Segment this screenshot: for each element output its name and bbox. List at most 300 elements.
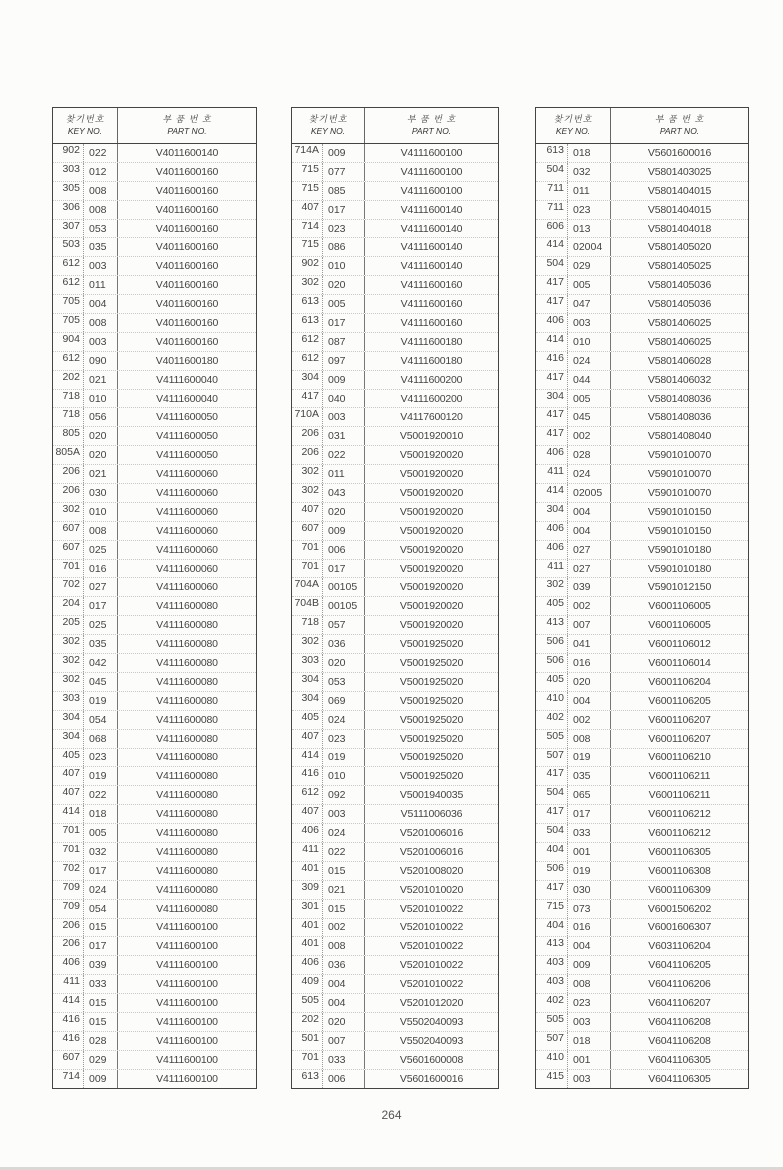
key-group: 704A	[294, 578, 319, 591]
table-row	[536, 522, 748, 541]
key-no-cell	[53, 276, 117, 294]
table-row	[53, 446, 256, 465]
key-group: 711	[547, 200, 564, 213]
part-no-cell: V6001106005	[610, 616, 748, 634]
key-group: 411	[63, 975, 80, 988]
key-group: 403	[546, 975, 564, 988]
key-no-cell	[292, 144, 364, 162]
key-item: 009	[322, 522, 364, 540]
table-row	[536, 484, 748, 503]
key-group: 715	[546, 899, 564, 912]
table-row	[53, 503, 256, 522]
table-row	[292, 843, 498, 862]
key-group: 416	[546, 351, 564, 364]
table-row	[292, 616, 498, 635]
part-no-cell: V5901010070	[610, 484, 748, 502]
part-no-cell: V5901010150	[610, 522, 748, 540]
key-no-cell	[536, 446, 610, 464]
key-group: 202	[301, 1012, 319, 1025]
part-no-cell: V5901010180	[610, 541, 748, 559]
key-group: 701	[62, 842, 80, 855]
table-row	[53, 276, 256, 295]
key-no-cell	[292, 238, 364, 256]
key-no-cell	[536, 427, 610, 445]
table-row	[292, 220, 498, 239]
key-no-cell	[292, 371, 364, 389]
key-group: 302	[62, 654, 80, 667]
key-item: 003	[567, 1013, 610, 1031]
table-row	[53, 408, 256, 427]
table-row	[536, 597, 748, 616]
table-row	[53, 937, 256, 956]
key-group: 302	[62, 635, 80, 648]
key-group: 206	[62, 465, 80, 478]
part-no-cell: V6001106212	[610, 824, 748, 842]
key-no-cell	[292, 484, 364, 502]
key-no-cell	[536, 408, 610, 426]
key-no-cell	[292, 975, 364, 993]
key-no-cell	[292, 749, 364, 767]
key-item: 018	[83, 805, 117, 823]
part-no-cell: V5001925020	[364, 692, 498, 710]
table-row	[292, 749, 498, 768]
key-item: 008	[83, 314, 117, 332]
key-no-cell	[536, 201, 610, 219]
key-no-cell	[292, 843, 364, 861]
key-group: 416	[62, 1012, 80, 1025]
key-item: 015	[322, 862, 364, 880]
key-no-cell	[53, 1032, 117, 1050]
table-row	[536, 144, 748, 163]
part-no-cell: V5001925020	[364, 749, 498, 767]
key-group: 718	[62, 408, 80, 421]
key-no-cell	[536, 956, 610, 974]
key-group: 414	[62, 994, 80, 1007]
key-group: 403	[546, 956, 564, 969]
key-group: 607	[301, 521, 319, 534]
table-row	[53, 956, 256, 975]
key-group: 407	[62, 767, 80, 780]
table-row	[292, 144, 498, 163]
key-group: 417	[546, 880, 564, 893]
key-item: 035	[567, 767, 610, 785]
key-no-cell	[292, 994, 364, 1012]
key-group: 304	[546, 389, 564, 402]
key-group: 705	[62, 314, 80, 327]
key-item: 005	[83, 824, 117, 842]
part-no-cell: V5901010070	[610, 446, 748, 464]
key-item: 008	[83, 201, 117, 219]
part-no-header-english: PART NO.	[659, 126, 700, 136]
table-row	[292, 541, 498, 560]
part-no-cell: V4111600060	[117, 560, 256, 578]
key-item: 010	[83, 390, 117, 408]
key-no-cell	[292, 767, 364, 785]
key-no-cell	[536, 1051, 610, 1069]
table-row	[292, 1070, 498, 1088]
key-no-cell	[536, 881, 610, 899]
table-row	[536, 276, 748, 295]
table-row	[292, 276, 498, 295]
part-no-cell: V5001920020	[364, 560, 498, 578]
part-no-cell: V5001925020	[364, 730, 498, 748]
key-no-cell	[53, 220, 117, 238]
key-no-cell	[292, 276, 364, 294]
key-item: 017	[322, 314, 364, 332]
part-no-cell: V6001106305	[610, 843, 748, 861]
table-row	[53, 597, 256, 616]
key-no-cell	[292, 862, 364, 880]
part-no-cell: V4111600140	[364, 201, 498, 219]
key-item: 019	[83, 692, 117, 710]
key-item: 018	[567, 1032, 610, 1050]
key-item: 019	[322, 749, 364, 767]
key-no-cell	[536, 541, 610, 559]
key-group: 417	[546, 295, 564, 308]
key-group: 410	[546, 1050, 564, 1063]
key-no-cell	[536, 257, 610, 275]
part-no-cell: V4111600080	[117, 730, 256, 748]
key-item: 011	[83, 276, 117, 294]
part-no-cell: V4111600050	[117, 446, 256, 464]
key-group: 413	[546, 616, 564, 629]
key-no-cell	[536, 371, 610, 389]
part-no-cell: V5801405036	[610, 295, 748, 313]
key-no-cell	[292, 711, 364, 729]
key-no-cell	[292, 465, 364, 483]
key-group: 401	[301, 918, 319, 931]
key-item: 045	[567, 408, 610, 426]
key-no-cell	[536, 805, 610, 823]
part-no-cell: V4111600050	[117, 408, 256, 426]
key-group: 410	[546, 691, 564, 704]
key-item: 016	[83, 560, 117, 578]
key-group: 718	[301, 616, 319, 629]
key-no-cell	[53, 1051, 117, 1069]
table-row	[536, 408, 748, 427]
key-no-cell	[292, 1013, 364, 1031]
part-no-cell: V4111600140	[364, 238, 498, 256]
key-group: 612	[62, 257, 80, 270]
key-item: 029	[567, 257, 610, 275]
key-no-cell	[292, 692, 364, 710]
table-row	[53, 900, 256, 919]
key-no-cell	[536, 182, 610, 200]
key-no-cell	[292, 937, 364, 955]
part-no-cell: V4111600080	[117, 692, 256, 710]
key-no-header-english: KEY NO.	[555, 126, 591, 136]
part-no-cell: V6001106005	[610, 597, 748, 615]
key-item: 039	[83, 956, 117, 974]
key-group: 613	[301, 1069, 319, 1082]
key-group: 303	[301, 654, 319, 667]
part-no-cell: V5801408040	[610, 427, 748, 445]
key-item: 006	[322, 1070, 364, 1088]
table-row	[536, 541, 748, 560]
table-row	[292, 994, 498, 1013]
part-no-cell: V4111600080	[117, 711, 256, 729]
key-group: 711	[547, 181, 564, 194]
key-item: 047	[567, 295, 610, 313]
key-group: 302	[62, 502, 80, 515]
key-group: 405	[62, 748, 80, 761]
part-no-cell: V5801403025	[610, 163, 748, 181]
key-group: 411	[547, 559, 564, 572]
key-group: 705	[62, 295, 80, 308]
part-no-cell: V4011600160	[117, 182, 256, 200]
table-row	[536, 182, 748, 201]
table-row	[292, 371, 498, 390]
key-item: 020	[322, 654, 364, 672]
part-no-cell: V4111600100	[117, 956, 256, 974]
key-group: 406	[546, 314, 564, 327]
table-row	[536, 465, 748, 484]
table-row	[53, 730, 256, 749]
page-number: 264	[381, 1108, 402, 1122]
key-no-cell	[53, 616, 117, 634]
key-item: 069	[322, 692, 364, 710]
table-row	[536, 616, 748, 635]
key-item: 087	[322, 333, 364, 351]
key-group: 407	[62, 786, 80, 799]
key-item: 020	[322, 1013, 364, 1031]
table-row	[53, 201, 256, 220]
key-no-cell	[292, 616, 364, 634]
table-row	[53, 786, 256, 805]
key-no-cell	[292, 390, 364, 408]
key-group: 202	[62, 370, 80, 383]
key-item: 016	[567, 654, 610, 672]
key-group: 304	[301, 370, 319, 383]
key-no-cell	[536, 597, 610, 615]
key-group: 405	[546, 597, 564, 610]
key-group: 505	[546, 729, 564, 742]
table-row	[53, 220, 256, 239]
table-row	[292, 881, 498, 900]
key-group: 402	[546, 710, 564, 723]
key-no-cell	[53, 257, 117, 275]
key-no-cell	[53, 446, 117, 464]
key-no-cell	[292, 163, 364, 181]
key-group: 304	[301, 672, 319, 685]
key-group: 309	[301, 880, 319, 893]
key-item: 024	[322, 711, 364, 729]
key-group: 407	[301, 200, 319, 213]
key-group: 701	[62, 824, 80, 837]
key-group: 606	[546, 219, 564, 232]
part-no-cell: V4111600100	[117, 1051, 256, 1069]
table-row	[53, 824, 256, 843]
key-group: 715	[301, 238, 319, 251]
table-row	[292, 182, 498, 201]
part-no-cell: V6001106309	[610, 881, 748, 899]
table-row	[292, 314, 498, 333]
table-row	[536, 635, 748, 654]
key-no-cell	[292, 560, 364, 578]
key-item: 003	[567, 314, 610, 332]
key-no-header	[292, 108, 365, 143]
key-group: 409	[301, 975, 319, 988]
key-group: 205	[62, 616, 80, 629]
table-row	[292, 352, 498, 371]
key-no-cell	[292, 654, 364, 672]
table-row	[536, 1070, 748, 1088]
key-group: 406	[62, 956, 80, 969]
part-no-cell: V6001106212	[610, 805, 748, 823]
table-row	[292, 937, 498, 956]
key-group: 407	[301, 729, 319, 742]
key-item: 030	[567, 881, 610, 899]
key-no-cell	[292, 956, 364, 974]
part-no-cell: V4011600160	[117, 163, 256, 181]
key-item: 002	[567, 427, 610, 445]
table-row	[53, 295, 256, 314]
key-no-cell	[53, 730, 117, 748]
key-no-cell	[53, 201, 117, 219]
key-no-cell	[536, 238, 610, 256]
part-no-cell: V5901010070	[610, 465, 748, 483]
table-row	[536, 333, 748, 352]
table-row	[292, 390, 498, 409]
key-item: 005	[322, 295, 364, 313]
part-no-cell: V6001106012	[610, 635, 748, 653]
key-no-cell	[292, 541, 364, 559]
key-no-cell	[53, 919, 117, 937]
key-group: 506	[546, 861, 564, 874]
key-no-cell	[292, 919, 364, 937]
part-no-cell: V4011600180	[117, 352, 256, 370]
table-row	[292, 654, 498, 673]
key-item: 009	[322, 371, 364, 389]
key-group: 406	[301, 824, 319, 837]
key-group: 414	[546, 238, 564, 251]
key-item: 018	[567, 144, 610, 162]
table-header	[536, 108, 748, 144]
part-no-cell: V4111600080	[117, 597, 256, 615]
key-group: 305	[62, 181, 80, 194]
key-no-cell	[536, 862, 610, 880]
key-group: 714	[301, 219, 319, 232]
key-no-cell	[536, 919, 610, 937]
part-no-cell: V4111600200	[364, 390, 498, 408]
key-no-cell	[53, 654, 117, 672]
key-group: 612	[301, 351, 319, 364]
key-no-cell	[53, 805, 117, 823]
key-item: 017	[83, 862, 117, 880]
table-row	[536, 371, 748, 390]
table-row	[53, 805, 256, 824]
key-item: 041	[567, 635, 610, 653]
key-item: 024	[567, 352, 610, 370]
key-no-cell	[53, 503, 117, 521]
part-no-cell: V6001106308	[610, 862, 748, 880]
key-item: 004	[567, 522, 610, 540]
key-item: 017	[83, 937, 117, 955]
key-group: 805	[62, 427, 80, 440]
table-row	[292, 484, 498, 503]
part-no-cell: V4111600080	[117, 786, 256, 804]
part-no-cell: V6001106207	[610, 711, 748, 729]
key-group: 405	[546, 672, 564, 685]
key-item: 007	[567, 616, 610, 634]
key-no-cell	[53, 900, 117, 918]
part-no-cell: V5111006036	[364, 805, 498, 823]
key-item: 024	[567, 465, 610, 483]
part-no-cell: V5502040093	[364, 1032, 498, 1050]
key-item: 033	[83, 975, 117, 993]
key-no-cell	[292, 182, 364, 200]
key-item: 092	[322, 786, 364, 804]
part-no-cell: V5001920020	[364, 484, 498, 502]
part-no-cell: V4111600100	[117, 994, 256, 1012]
key-no-cell	[53, 427, 117, 445]
key-item: 024	[83, 881, 117, 899]
key-item: 001	[567, 843, 610, 861]
key-item: 022	[322, 843, 364, 861]
key-group: 414	[301, 748, 319, 761]
table-row	[536, 692, 748, 711]
key-no-cell	[536, 843, 610, 861]
part-no-cell: V5001920020	[364, 578, 498, 596]
key-no-cell	[53, 333, 117, 351]
key-group: 904	[62, 332, 80, 345]
table-row	[53, 484, 256, 503]
table-row	[53, 975, 256, 994]
key-no-header	[53, 108, 118, 143]
part-no-cell: V6041106305	[610, 1070, 748, 1088]
key-group: 704B	[294, 597, 319, 610]
key-item: 053	[83, 220, 117, 238]
key-item: 020	[83, 427, 117, 445]
key-no-cell	[292, 446, 364, 464]
key-no-cell	[536, 824, 610, 842]
key-item: 086	[322, 238, 364, 256]
key-no-cell	[292, 314, 364, 332]
table-row	[53, 465, 256, 484]
key-item: 004	[567, 503, 610, 521]
key-item: 010	[83, 503, 117, 521]
key-item: 033	[322, 1051, 364, 1069]
key-item: 021	[322, 881, 364, 899]
key-group: 417	[546, 408, 564, 421]
table-row	[536, 201, 748, 220]
key-group: 504	[546, 257, 564, 270]
part-no-cell: V5001940035	[364, 786, 498, 804]
table-row	[53, 749, 256, 768]
key-no-cell	[536, 484, 610, 502]
key-group: 407	[301, 805, 319, 818]
key-group: 710A	[294, 408, 319, 421]
key-item: 017	[322, 201, 364, 219]
table-row	[53, 843, 256, 862]
part-no-cell: V4111600100	[364, 182, 498, 200]
table-row	[536, 862, 748, 881]
part-no-cell: V4111600080	[117, 749, 256, 767]
key-group: 302	[546, 578, 564, 591]
key-item: 029	[83, 1051, 117, 1069]
key-item: 003	[322, 408, 364, 426]
table-row	[53, 1051, 256, 1070]
key-no-cell	[53, 390, 117, 408]
part-no-cell: V4117600120	[364, 408, 498, 426]
key-item: 035	[83, 635, 117, 653]
key-group: 416	[62, 1031, 80, 1044]
key-group: 303	[62, 162, 80, 175]
part-no-cell: V4111600060	[117, 465, 256, 483]
table-row	[536, 1013, 748, 1032]
key-no-cell	[292, 900, 364, 918]
key-no-cell	[53, 560, 117, 578]
